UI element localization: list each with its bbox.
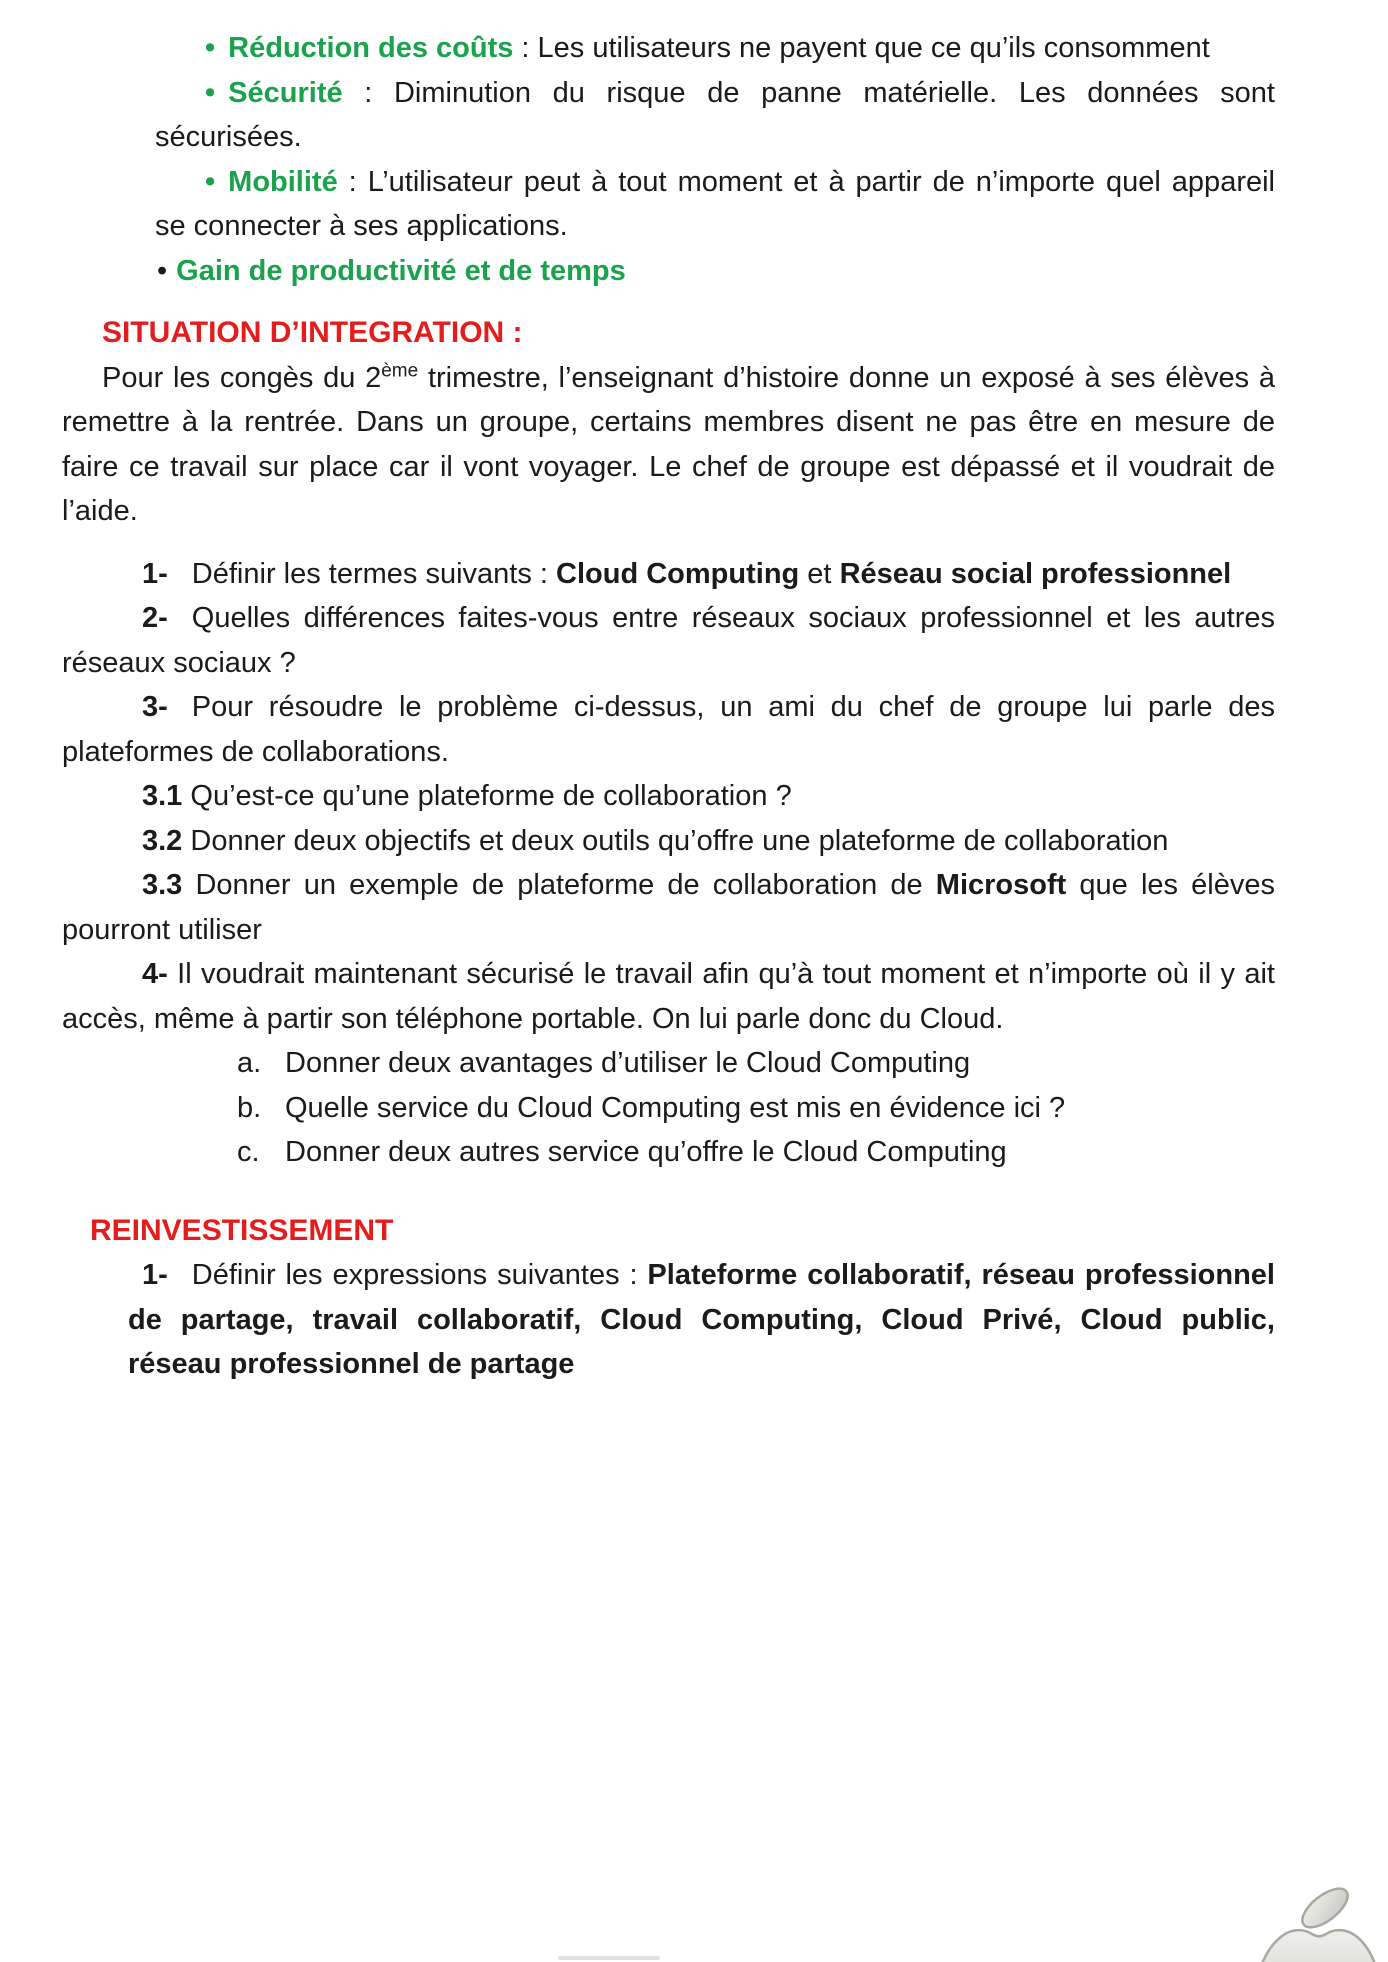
bullet-text: Diminution du risque de panne matérielle. Les données sont sécurisées.: [155, 76, 1275, 153]
apple-leaf: [1296, 1884, 1354, 1934]
apple-logo: [1222, 1884, 1388, 1962]
sub-question-marker: c.: [237, 1136, 260, 1168]
bullet-label: Mobilité: [228, 165, 338, 198]
question-text: Pour résoudre le problème ci-dessus, un ami du chef de groupe lui parle des plateformes de collaborations.: [62, 691, 1275, 768]
intro-paragraph: [62, 356, 1275, 534]
question-number: 4-: [142, 958, 168, 990]
term-reseau-social: Réseau social professionnel: [839, 557, 1232, 590]
bullet-label: Réduction des coûts: [228, 32, 514, 64]
bullet-separator: :: [513, 32, 530, 64]
question-text: Donner deux objectifs et deux outils qu’offre une plateforme de collaboration: [182, 824, 1169, 857]
question-number: 1-: [142, 1259, 168, 1291]
sub-question-text: Donner deux autres service qu’offre le Cloud Computing: [285, 1136, 1007, 1168]
question-3: [62, 685, 1275, 774]
question-text: que les élèves pourront utiliser: [62, 869, 1275, 946]
bullet-label: Sécurité: [228, 76, 343, 109]
bullet-separator: :: [337, 165, 357, 198]
apple-body: [1253, 1930, 1383, 1962]
bullet-text: Les utilisateurs ne payent que ce qu’ils consomment: [529, 32, 1210, 64]
question-text: et: [799, 557, 840, 590]
question-3-3: [62, 863, 1275, 952]
sub-question-b: [237, 1086, 1275, 1131]
sub-question-marker: a.: [237, 1047, 262, 1079]
question-3-1: [62, 774, 1275, 819]
situation-integration-heading: SITUATION D’INTEGRATION :: [102, 316, 523, 349]
bullet-item-gain-productivite: [157, 249, 1275, 294]
bullet-separator: :: [342, 76, 373, 109]
question-text: Donner un exemple de plateforme de collaboration de: [182, 869, 936, 901]
reinvestissement-heading: REINVESTISSEMENT: [90, 1213, 394, 1247]
question-number: 3.2: [142, 824, 183, 857]
bullet-item-mobilite: [155, 160, 1275, 249]
question-text: Qu’est-ce qu’une plateforme de collaboration ?: [182, 780, 792, 812]
bullet-icon: •: [205, 76, 216, 109]
bullet-label: Gain de productivité et de temps: [176, 254, 626, 287]
bullet-icon: •: [205, 32, 216, 64]
question-number: 3-: [142, 691, 168, 723]
question-1: [62, 552, 1275, 597]
sub-question-marker: b.: [237, 1091, 262, 1124]
question-number: 1-: [142, 557, 168, 590]
bullet-text: L’utilisateur peut à tout moment et à partir de n’importe quel appareil se connecter à ses applications.: [155, 165, 1275, 242]
question-text: Il voudrait maintenant sécurisé le travail afin qu’à tout moment et n’importe où il y ait accès, même à partir son téléphone portable. On lui parle donc du Cloud.: [62, 958, 1275, 1035]
question-text: Définir les termes suivants :: [191, 557, 557, 590]
question-number: 2-: [142, 602, 168, 634]
sub-question-c: [237, 1130, 1275, 1175]
question-text: Définir les expressions suivantes :: [191, 1259, 648, 1291]
cutoff-stamp-mark: [558, 1956, 660, 1960]
question-text: Quelles différences faites-vous entre réseaux sociaux professionnel et les autres réseaux sociaux ?: [62, 602, 1275, 679]
intro-text-after: trimestre, l’enseignant d’histoire donne un exposé à ses élèves à remettre à la rentrée. Dans un groupe, certains membres disent ne pas être en mesure de faire ce travail sur place car il vont voyager. Le chef de groupe est dépassé et il voudrait de l’aide.: [62, 361, 1275, 527]
term-microsoft: Microsoft: [935, 869, 1067, 901]
bullet-icon: •: [205, 165, 216, 198]
terms-list-bold: Plateforme collaboratif, réseau professionnel de partage, travail collaboratif, Cloud Computing, Cloud Privé, Cloud public, réseau professionnel de partage: [128, 1259, 1275, 1380]
bullet-item-securite: [155, 71, 1275, 160]
question-3-2: [62, 819, 1275, 864]
sub-question-a: [237, 1041, 1275, 1086]
question-2: [62, 596, 1275, 685]
term-cloud-computing: Cloud Computing: [556, 557, 800, 590]
intro-text-before: Pour les congès du 2: [102, 361, 382, 394]
ordinal-superscript: ème: [381, 359, 419, 381]
bullet-item-reduction-des-couts: [155, 26, 1275, 71]
reinvest-question-1: [128, 1253, 1275, 1387]
sub-question-text: Donner deux avantages d’utiliser le Cloud Computing: [285, 1047, 971, 1079]
question-4: [62, 952, 1275, 1041]
sub-question-text: Quelle service du Cloud Computing est mis en évidence ici ?: [285, 1091, 1066, 1124]
question-number: 3.3: [142, 869, 183, 901]
question-number: 3.1: [142, 780, 183, 812]
bullet-icon: •: [157, 254, 168, 287]
